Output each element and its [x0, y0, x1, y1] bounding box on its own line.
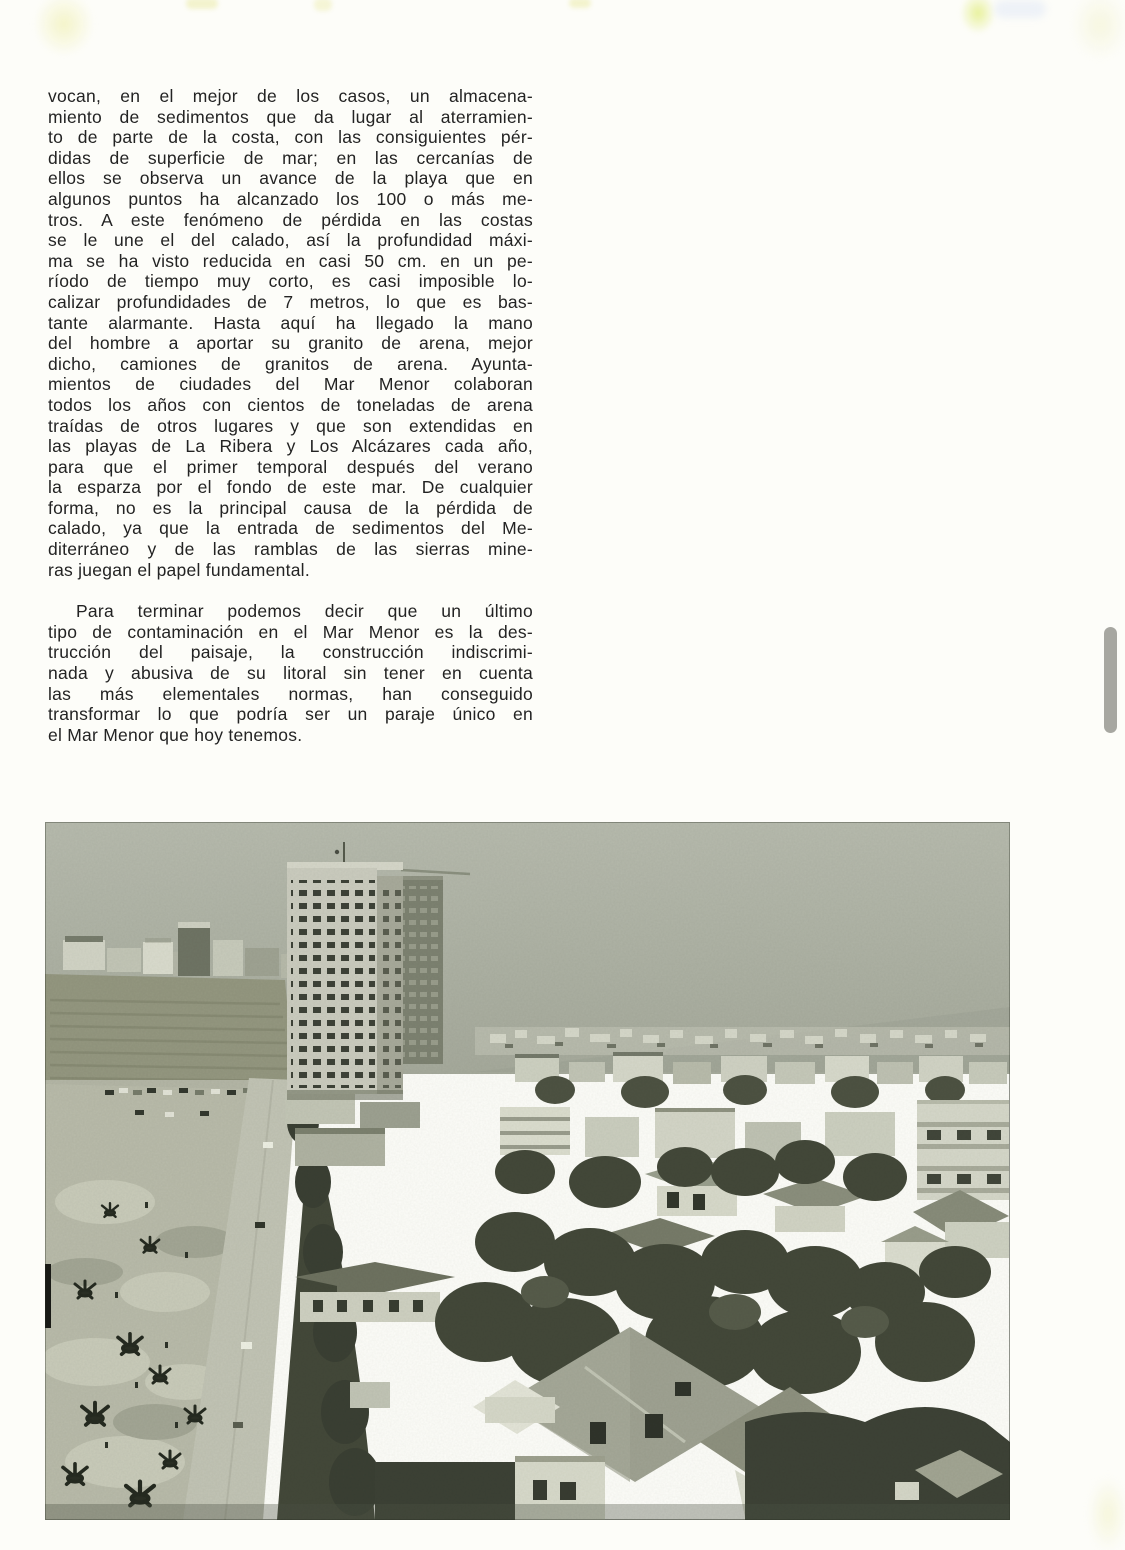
scan-stain: [1072, 0, 1125, 60]
text-line: se le une el del calado, así la profundidad máxi-: [48, 230, 533, 251]
scan-stain: [960, 0, 996, 34]
text-line: tros. A este fenómeno de pérdida en las costas: [48, 209, 533, 230]
text-line: ma se ha visto reducida en casi 50 cm. en un pe-: [48, 250, 533, 271]
scan-stain: [34, 0, 94, 56]
text-line: del hombre a aportar su granito de arena, mejor: [48, 333, 533, 354]
aerial-photo-illustration: [45, 822, 1010, 1520]
text-line: didas de superficie de mar; en las cercanías de: [48, 147, 533, 168]
text-line: traídas de otros lugares y que son extendidas en: [48, 415, 533, 436]
text-line: calado, ya que la entrada de sedimentos del Me-: [48, 518, 533, 539]
text-line: la esparza por el fondo de este mar. De cualquier: [48, 477, 533, 498]
text-line: diterráneo y de las ramblas de las sierras mine-: [48, 539, 533, 560]
scan-stain: [994, 0, 1046, 18]
text-line: tante alarmante. Hasta aquí ha llegado la mano: [48, 312, 533, 333]
text-line: para que el primer temporal después del verano: [48, 456, 533, 477]
text-line: ellos se observa un avance de la playa que en: [48, 168, 533, 189]
text-line: ríodo de tiempo muy corto, es casi imposible lo-: [48, 271, 533, 292]
scan-stain: [186, 0, 218, 9]
text-line: transformar lo que podría ser un paraje único en: [48, 704, 533, 725]
text-line: Para terminar podemos decir que un último: [76, 601, 533, 622]
text-line: el Mar Menor que hoy tenemos.: [48, 724, 303, 745]
text-line: las más elementales normas, han conseguido: [48, 683, 533, 704]
text-line: nada y abusiva de su litoral sin tener en cuenta: [48, 663, 533, 684]
text-line: algunos puntos ha alcanzado los 100 o más me-: [48, 188, 533, 209]
text-line: mientos de ciudades del Mar Menor colaboran: [48, 374, 533, 395]
text-line: tipo de contaminación en el Mar Menor es la des-: [48, 621, 533, 642]
text-line: to de parte de la costa, con las consiguientes pér-: [48, 127, 533, 148]
scrollbar-thumb[interactable]: [1104, 627, 1117, 733]
paragraph: [48, 86, 533, 580]
scan-stain: [314, 0, 332, 11]
text-line: las playas de La Ribera y Los Alcázares cada año,: [48, 436, 533, 457]
text-line: miento de sedimentos que da lugar al aterramien-: [48, 106, 533, 127]
text-line: calizar profundidades de 7 metros, lo que es bas-: [48, 291, 533, 312]
text-line: ras juegan el papel fundamental.: [48, 559, 310, 580]
paragraph: [48, 601, 533, 745]
text-line: forma, no es la principal causa de la pérdida de: [48, 497, 533, 518]
scan-stain: [569, 0, 591, 8]
scan-stain: [1088, 1476, 1125, 1550]
text-line: trucción del paisaje, la construcción indiscrimi-: [48, 642, 533, 663]
article-text-column: [48, 86, 533, 745]
aerial-photo: [45, 822, 1010, 1520]
text-line: todos los años con cientos de toneladas de arena: [48, 394, 533, 415]
text-line: vocan, en el mejor de los casos, un almacena-: [48, 86, 533, 106]
text-line: dicho, camiones de granitos de arena. Ayunta-: [48, 353, 533, 374]
